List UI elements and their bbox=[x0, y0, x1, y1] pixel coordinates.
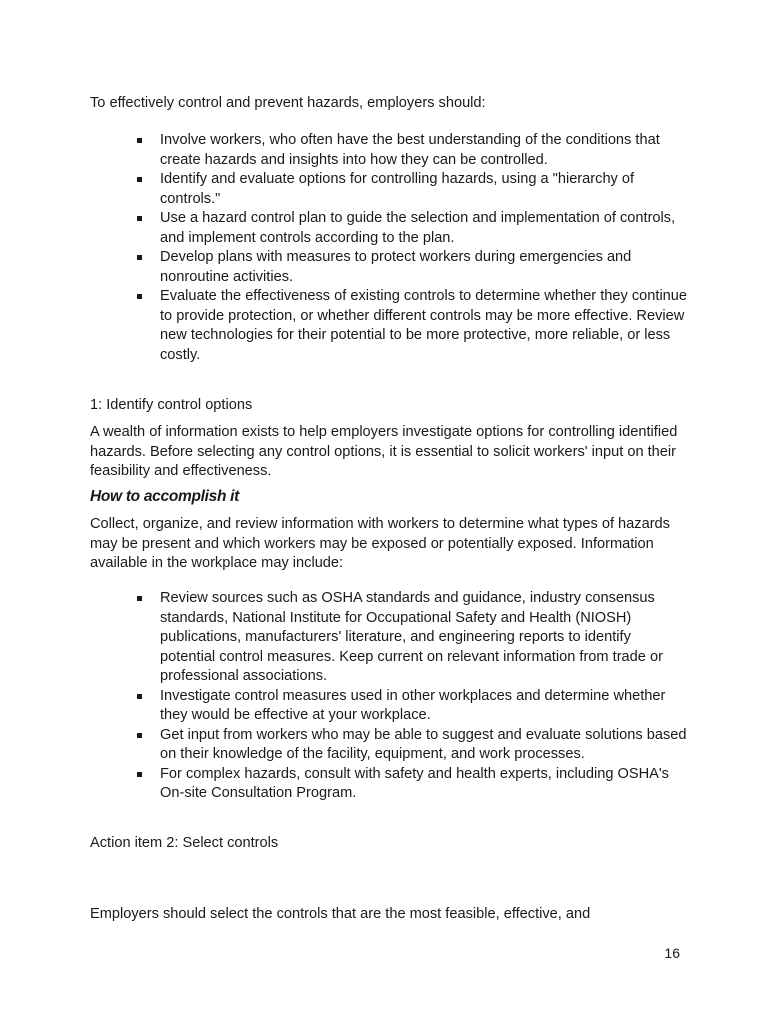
list-item bbox=[90, 589, 690, 687]
information-sources-list bbox=[90, 589, 690, 804]
list-item bbox=[90, 726, 690, 765]
action-item-paragraph: Employers should select the controls that are the most feasible, effective, and bbox=[90, 906, 591, 922]
employer-actions-list bbox=[90, 131, 690, 365]
bullet-icon bbox=[137, 294, 142, 299]
intro-paragraph: To effectively control and prevent hazards, employers should: bbox=[90, 95, 486, 111]
identify-paragraph: A wealth of information exists to help employers investigate options for controlling identified hazards. Before selecting any control options, it is essential to solicit workers' input on their feasibility and effectiveness. bbox=[90, 424, 678, 479]
bullet-icon bbox=[137, 733, 142, 738]
bullet-icon bbox=[137, 138, 142, 143]
action-item-heading: Action item 2: Select controls bbox=[90, 835, 279, 851]
bullet-icon bbox=[137, 694, 142, 699]
list-item-text: Identify and evaluate options for controlling hazards, using a "hierarchy of controls." bbox=[160, 171, 635, 207]
list-item bbox=[90, 287, 690, 365]
bullet-icon bbox=[137, 772, 142, 777]
section-heading-identify: 1: Identify control options bbox=[90, 397, 253, 413]
bullet-icon bbox=[137, 255, 142, 260]
list-item-text: Get input from workers who may be able to suggest and evaluate solutions based on their knowledge of the facility, equipment, and work processes. bbox=[160, 726, 687, 762]
list-item-text: Review sources such as OSHA standards and guidance, industry consensus standards, National Institute for Occupational Safety and Health (NIOSH) publications, manufacturers' literature, and engineering reports to identify potential control measures. Keep current on relevant information from trade or professional associations. bbox=[160, 590, 663, 684]
list-item-text: Develop plans with measures to protect workers during emergencies and nonroutine activities. bbox=[160, 249, 632, 285]
page-number: 16 bbox=[664, 945, 680, 961]
list-item bbox=[90, 209, 690, 248]
list-item-text: Evaluate the effectiveness of existing controls to determine whether they continue to provide protection, or whether different controls may be more effective. Review new technologies for their potential to be more protective, more reliable, or less costly. bbox=[160, 288, 688, 363]
how-to-heading: How to accomplish it bbox=[90, 488, 240, 505]
list-item-text: Use a hazard control plan to guide the selection and implementation of controls, and implement controls according to the plan. bbox=[160, 210, 676, 246]
list-item-text: Investigate control measures used in other workplaces and determine whether they would be effective at your workplace. bbox=[160, 687, 666, 723]
list-item bbox=[90, 687, 690, 726]
bullet-icon bbox=[137, 596, 142, 601]
bullet-icon bbox=[137, 216, 142, 221]
how-to-paragraph: Collect, organize, and review information with workers to determine what types of hazards may be present and which workers may be exposed or potentially exposed. Information available in the workplace may include: bbox=[90, 516, 670, 571]
list-item bbox=[90, 170, 690, 209]
list-item bbox=[90, 248, 690, 287]
bullet-icon bbox=[137, 177, 142, 182]
list-item bbox=[90, 131, 690, 170]
list-item-text: Involve workers, who often have the best understanding of the conditions that create hazards and insights into how they can be controlled. bbox=[160, 132, 660, 168]
list-item bbox=[90, 765, 690, 804]
list-item-text: For complex hazards, consult with safety and health experts, including OSHA's On-site Consultation Program. bbox=[160, 765, 669, 801]
